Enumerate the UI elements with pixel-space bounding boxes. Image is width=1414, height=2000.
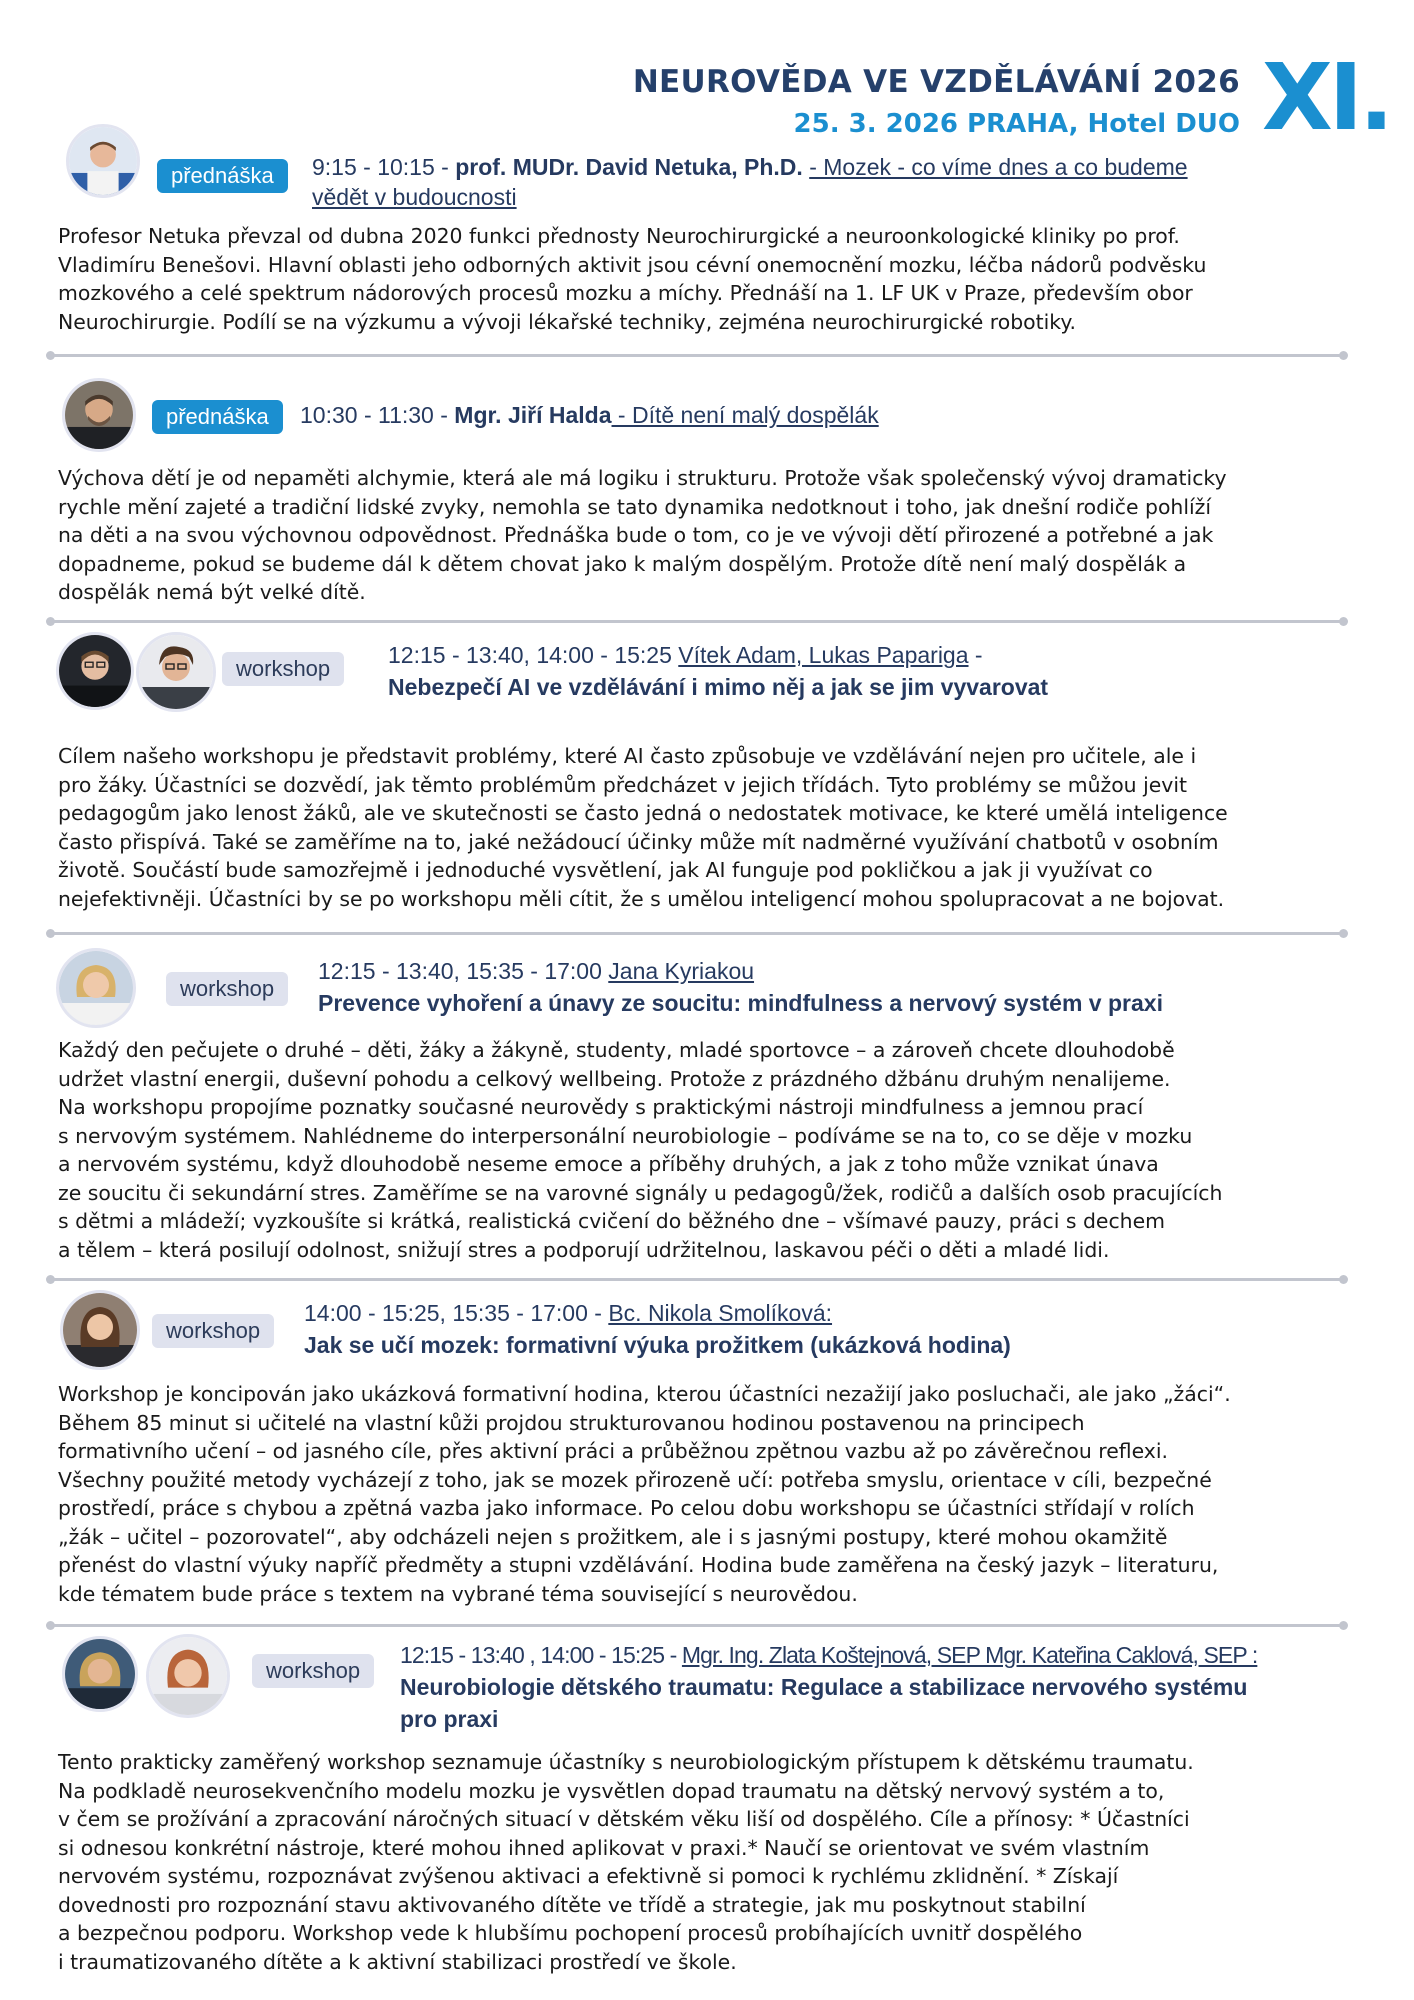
section-divider — [50, 1624, 1344, 1627]
conference-title: NEUROVĚDA VE VZDĚLÁVÁNÍ 2026 — [632, 64, 1240, 100]
session-title-link[interactable]: - Mozek - co víme dnes a co budeme — [809, 154, 1188, 180]
session-header — [400, 1642, 1257, 1669]
session-type-badge: přednáška — [157, 159, 288, 193]
session-3 — [0, 632, 1414, 922]
session-title-link[interactable]: - Dítě není malý dospělák — [611, 402, 879, 428]
session-title-text: Prevence vyhoření a únavy ze soucitu: mindfulness a nervový systém v praxi — [318, 990, 1163, 1016]
session-title-text: Jak se učí mozek: formativní výuka prožitkem (ukázková hodina) — [304, 1332, 1011, 1358]
session-header-cont — [312, 184, 517, 211]
speaker-name-link[interactable]: Bc. Nikola Smolíková: — [608, 1300, 833, 1326]
session-title-text: Neurobiologie dětského traumatu: Regulace a stabilizace nervového systému — [400, 1674, 1248, 1700]
session-header — [304, 1300, 832, 1327]
session-1 — [0, 124, 1414, 344]
session-time: 14:00 - 15:25, 15:35 - 17:00 - — [304, 1300, 609, 1326]
session-description: Workshop je koncipován jako ukázková formativní hodina, kterou účastníci nezažijí jako posluchači, ale jako „žáci“. Během 85 minut si učitelé na vlastní kůži projdou strukturovanou hodinou postavenou na principech formativního učení – od jasného cíle, přes aktivní práci a průběžnou zpětnou vazbu až po závěrečnou reflexi. Všechny použité metody vycházejí z toho, jak se mozek přirozeně učí: potřeba smyslu, orientace v cíli, bezpečné prostředí, práce s chybou a zpětná vazba jako informace. Po celou dobu workshopu se účastníci střídají v rolích „žák – učitel – pozorovatel“, aby odcházeli nejen s prožitkem, ale i s jasnými postupy, které mohou okamžitě přenést do vlastní výuky napříč předměty a stupni vzdělávání. Hodina bude zaměřena na český jazyk – literaturu, kde tématem bude práce s textem na vybrané téma související s neurovědou. — [58, 1382, 1231, 1606]
session-header — [300, 402, 879, 429]
session-title — [388, 674, 1048, 701]
session-title-cont — [400, 1706, 498, 1733]
speaker-avatar — [60, 1290, 140, 1370]
session-time: 12:15 - 13:40 , 14:00 - 15:25 - — [400, 1642, 682, 1668]
session-header — [318, 958, 754, 985]
session-type-badge: workshop — [152, 1314, 274, 1348]
session-description: Tento prakticky zaměřený workshop seznamuje účastníky s neurobiologickým přístupem k dětskému traumatu. Na podkladě neurosekvenčního modelu mozku je vysvětlen dopad traumatu na dětský nervový systém a to, v čem se prožívání a zpracování náročných situací v dětském věku liší od dospělého. Cíle a přínosy: * Účastníci si odnesou konkrétní nástroje, které mohou ihned aplikovat v praxi.* Naučí se orientovat ve svém vlastním nervovém systému, rozpoznávat zvýšenou aktivaci a efektivně si pomoci k rychlému zklidnění. * Získají dovednosti pro rozpoznání stavu aktivovaného dítěte ve třídě a strategie, jak mu poskytnout stabilní a bezpečnou podporu. Workshop vede k hlubšímu pochopení procesů probíhajících uvnitř dospělého i traumatizovaného dítěte a k aktivní stabilizaci prostředí ve škole. — [58, 1750, 1194, 1974]
session-title-link-cont[interactable]: vědět v budoucnosti — [312, 184, 517, 210]
section-divider — [50, 932, 1344, 935]
session-time: 9:15 - 10:15 - — [312, 154, 456, 180]
session-type-badge: přednáška — [152, 400, 283, 434]
speaker-avatar — [146, 1634, 230, 1718]
speaker-name-link[interactable]: Mgr. Ing. Zlata Koštejnová, SEP Mgr. Kateřina Caklová, SEP : — [681, 1642, 1258, 1668]
session-type-badge: workshop — [252, 1654, 374, 1688]
speaker-avatar — [136, 632, 216, 712]
speaker-name-link[interactable]: Vítek Adam, Lukas Papariga — [678, 642, 969, 668]
session-6 — [0, 1636, 1414, 2000]
session-description: Cílem našeho workshopu je představit problémy, které AI často způsobuje ve vzdělávání nejen pro učitele, ale i pro žáky. Účastníci se dozvědí, jak těmto problémům předcházet v jejich třídách. Tyto problémy se můžou jevit pedagogům jako lenost žáků, ale ve skutečnosti se často jedná o nedostatek motivace, ke které umělá inteligence často přispívá. Také se zaměříme na to, jaké nežádoucí účinky může mít nadměrné využívání chatbotů v osobním životě. Součástí bude samozřejmě i jednoduché vysvětlení, jak AI funguje pod pokličkou a jak ji využívat co nejefektivněji. Účastníci by se po workshopu měli cítit, že s umělou inteligencí mohou spolupracovat a ne bojovat. — [58, 744, 1228, 911]
session-title — [318, 990, 1163, 1017]
session-time: 12:15 - 13:40, 14:00 - 15:25 — [388, 642, 679, 668]
session-header — [312, 154, 1188, 181]
session-4 — [0, 948, 1414, 1278]
speaker-avatar — [66, 124, 140, 198]
speaker-name-link[interactable]: Jana Kyriakou — [608, 958, 755, 984]
speaker-avatar — [56, 632, 134, 710]
session-2 — [0, 378, 1414, 618]
session-title — [304, 1332, 1011, 1359]
session-time: 10:30 - 11:30 - — [300, 402, 455, 428]
section-divider — [50, 1278, 1344, 1281]
session-description: Výchova dětí je od nepaměti alchymie, která ale má logiku i strukturu. Protože však společenský vývoj dramaticky rychle mění zajeté a tradiční lidské zvyky, nemohla se tato dynamika nedotknout i toho, jak dnešní rodiče pohlíží na děti a na svou výchovnou odpovědnost. Přednáška bude o tom, co je ve vývoji dětí přirozené a potřebné a jak dopadneme, pokud se budeme dál k dětem chovat jako k malým dospělým. Protože dítě není malý dospělák a dospělák nemá být velké dítě. — [58, 466, 1227, 604]
conference-edition: XI. — [1261, 44, 1390, 151]
session-type-badge: workshop — [222, 652, 344, 686]
section-divider — [50, 354, 1344, 357]
session-description: Profesor Netuka převzal od dubna 2020 funkci přednosty Neurochirurgické a neuroonkologické kliniky po prof. Vladimíru Benešovi. Hlavní oblasti jeho odborných aktivit jsou cévní onemocnění mozku, léčba nádorů podvěsku mozkového a celé spektrum nádorových procesů mozku a míchy. Přednáší na 1. LF UK v Praze, především obor Neurochirurgie. Podílí se na výzkumu a vývoji lékařské techniky, zejména neurochirurgické robotiky. — [58, 224, 1207, 334]
speaker-avatar — [62, 378, 136, 452]
session-5 — [0, 1290, 1414, 1620]
speaker-name: Mgr. Jiří Halda — [454, 402, 612, 428]
session-type-badge: workshop — [166, 972, 288, 1006]
section-divider — [50, 620, 1344, 623]
conference-date-place: 25. 3. 2026 PRAHA, Hotel DUO — [793, 109, 1240, 139]
session-title — [400, 1674, 1247, 1701]
session-title-text-cont: pro praxi — [400, 1706, 499, 1732]
speaker-name: prof. MUDr. David Netuka, Ph.D. — [455, 154, 803, 180]
speaker-avatar — [56, 948, 136, 1028]
session-time: 12:15 - 13:40, 15:35 - 17:00 — [318, 958, 609, 984]
session-description: Každý den pečujete o druhé – děti, žáky a žákyně, studenty, mladé sportovce – a zároveň chcete dlouhodobě udržet vlastní energii, duševní pohodu a celkový wellbeing. Protože z prázdného džbánu druhým nenalijeme. Na workshopu propojíme poznatky současné neurovědy s praktickými nástroji mindfulness a jemnou prací s nervovým systémem. Nahlédneme do interpersonální neurobiologie – podíváme se na to, co se děje v mozku a nervovém systému, když dlouhodobě neseme emoce a příběhy druhých, a jak z toho může vznikat únava ze soucitu či sekundární stres. Zaměříme se na varovné signály u pedagogů/žek, rodičů a dalších osob pracujících s dětmi a mládeží; vyzkoušíte si krátká, realistická cvičení do běžného dne – všímavé pauzy, práci s dechem a tělem – která posilují odolnost, snižují stres a podporují udržitelnou, laskavou péči o děti a mladé lidi. — [58, 1038, 1223, 1262]
speaker-avatar — [62, 1636, 138, 1712]
session-title-text: Nebezpečí AI ve vzdělávání i mimo něj a jak se jim vyvarovat — [388, 674, 1049, 700]
session-header: 12:15 - 13:40, 14:00 - 15:25 Vítek Adam, Lukas Papariga - — [388, 642, 983, 668]
